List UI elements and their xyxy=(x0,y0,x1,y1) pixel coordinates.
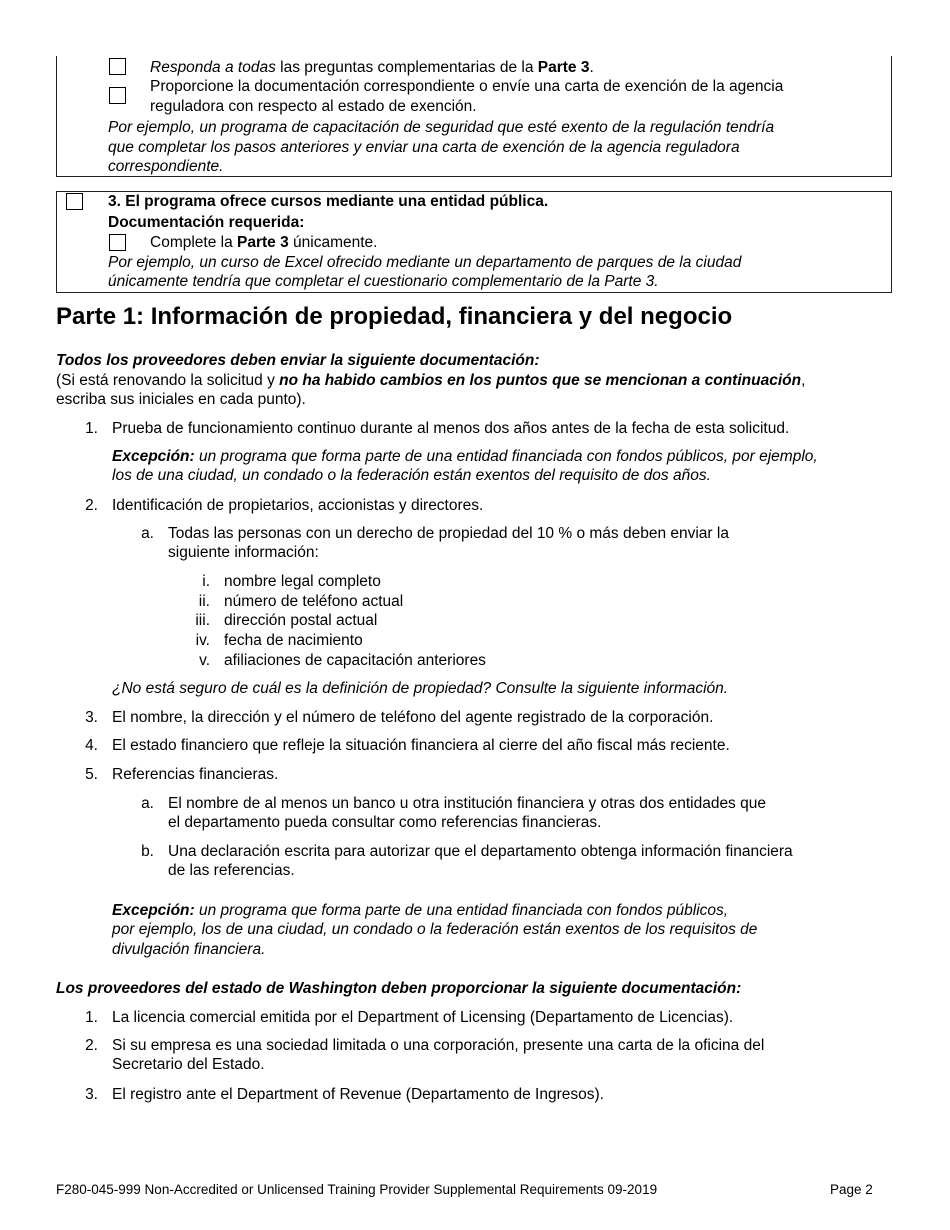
list-item-line2: Secretario del Estado. xyxy=(112,1056,265,1073)
box2-doc-required: Documentación requerida: xyxy=(108,214,305,231)
sublist-item-line2: de las referencias. xyxy=(168,862,295,879)
checkbox-public-entity[interactable] xyxy=(66,193,83,210)
roman-item: fecha de nacimiento xyxy=(224,632,363,649)
list-number: 2. xyxy=(85,497,98,514)
list-number: 3. xyxy=(85,709,98,726)
list-item: El registro ante el Department of Revenue (Departamento de Ingresos). xyxy=(112,1086,604,1103)
roman-number: ii. xyxy=(198,593,210,610)
exception-note-1-line2: los de una ciudad, un condado o la federación están exentos del requisito de dos años. xyxy=(112,467,711,484)
list-item: Referencias financieras. xyxy=(112,766,279,783)
sublist-item: Una declaración escrita para autorizar que el departamento obtenga información financiera xyxy=(168,843,793,860)
box1-item2-line2: reguladora con respecto al estado de exención. xyxy=(150,98,477,115)
roman-number: iv. xyxy=(195,632,210,649)
list-number: 2. xyxy=(85,1037,98,1054)
list-item: Identificación de propietarios, accionistas y directores. xyxy=(112,497,484,514)
page-title: Parte 1: Información de propiedad, financiera y del negocio xyxy=(56,303,733,330)
sublist-item-line2: el departamento pueda consultar como referencias financieras. xyxy=(168,814,602,831)
exception-note-2: Excepción: un programa que forma parte de una entidad financiada con fondos públicos, xyxy=(112,902,729,919)
exception-note-1: Excepción: un programa que forma parte de una entidad financiada con fondos públicos, por ejemplo, xyxy=(112,448,818,465)
exception-note-2-line3: divulgación financiera. xyxy=(112,941,266,958)
list-item: Si su empresa es una sociedad limitada o una corporación, presente una carta de la oficina del xyxy=(112,1037,765,1054)
sublist-item-line2: siguiente información: xyxy=(168,544,319,561)
roman-item: dirección postal actual xyxy=(224,612,378,629)
sublist-letter: a. xyxy=(141,525,154,542)
roman-number: i. xyxy=(202,573,210,590)
box1-example-line2: que completar los pasos anteriores y enviar una carta de exención de la agencia reguladora xyxy=(108,139,740,156)
box1-example-line1: Por ejemplo, un programa de capacitación de seguridad que esté exento de la regulación tendría xyxy=(108,119,775,136)
list-number: 1. xyxy=(85,1009,98,1026)
box2-item1: Complete la Parte 3 únicamente. xyxy=(150,234,378,251)
roman-item: nombre legal completo xyxy=(224,573,381,590)
list-item: La licencia comercial emitida por el Department of Licensing (Departamento de Licencias). xyxy=(112,1009,734,1026)
list-number: 1. xyxy=(85,420,98,437)
wa-vendors-heading: Los proveedores del estado de Washington deben proporcionar la siguiente documentación: xyxy=(56,980,742,997)
list-item: El estado financiero que refleje la situación financiera al cierre del año fiscal más reciente. xyxy=(112,737,730,754)
exception-note-2-line2: por ejemplo, los de una ciudad, un condado o la federación están exentos de los requisitos de xyxy=(112,921,758,938)
roman-number: v. xyxy=(199,652,210,669)
sublist-item: Todas las personas con un derecho de propiedad del 10 % o más deben enviar la xyxy=(168,525,729,542)
page-number: Page 2 xyxy=(830,1182,873,1197)
list-item: El nombre, la dirección y el número de teléfono del agente registrado de la corporación. xyxy=(112,709,714,726)
list-item: Prueba de funcionamiento continuo durante al menos dos años antes de la fecha de esta solicitud. xyxy=(112,420,790,437)
sublist-item: El nombre de al menos un banco u otra institución financiera y otras dos entidades que xyxy=(168,795,766,812)
renewal-note-line1: (Si está renovando la solicitud y no ha habido cambios en los puntos que se mencionan a continuación, xyxy=(56,372,806,389)
box2-example-line1: Por ejemplo, un curso de Excel ofrecido mediante un departamento de parques de la ciudad xyxy=(108,254,742,271)
roman-item: número de teléfono actual xyxy=(224,593,404,610)
sublist-letter: a. xyxy=(141,795,154,812)
ownership-note: ¿No está seguro de cuál es la definición de propiedad? Consulte la siguiente información. xyxy=(112,680,729,697)
roman-item: afiliaciones de capacitación anteriores xyxy=(224,652,486,669)
list-number: 4. xyxy=(85,737,98,754)
box1-example-line3: correspondiente. xyxy=(108,158,224,175)
box2-example-line2: únicamente tendría que completar el cuestionario complementario de la Parte 3. xyxy=(108,273,659,290)
sublist-letter: b. xyxy=(141,843,154,860)
all-vendors-heading: Todos los proveedores deben enviar la siguiente documentación: xyxy=(56,352,540,369)
list-number: 5. xyxy=(85,766,98,783)
box1-item1: Responda a todas las preguntas complementarias de la Parte 3. xyxy=(150,59,594,76)
footer-form-id: F280-045-999 Non-Accredited or Unlicensed Training Provider Supplemental Requirements 09-2019 xyxy=(56,1182,658,1197)
checkbox-provide-documentation[interactable] xyxy=(109,87,126,104)
renewal-note-line2: escriba sus iniciales en cada punto). xyxy=(56,391,306,408)
box2-title: 3. El programa ofrece cursos mediante una entidad pública. xyxy=(108,193,549,210)
box1-item2-line1: Proporcione la documentación correspondiente o envíe una carta de exención de la agencia xyxy=(150,78,784,95)
checkbox-complete-part3[interactable] xyxy=(109,234,126,251)
list-number: 3. xyxy=(85,1086,98,1103)
checkbox-answer-part3[interactable] xyxy=(109,58,126,75)
roman-number: iii. xyxy=(195,612,210,629)
